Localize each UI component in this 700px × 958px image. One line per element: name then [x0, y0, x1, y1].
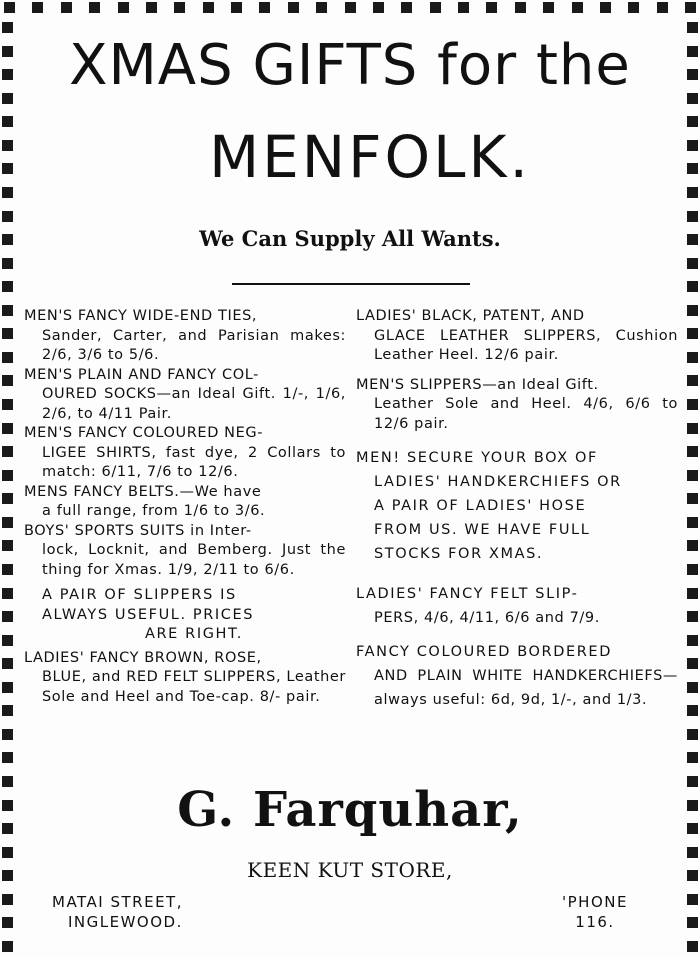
- item-text: a full range, from 1/6 to 3/6.: [42, 503, 266, 519]
- list-item: [24, 307, 346, 366]
- phone: [520, 892, 670, 932]
- list-item: [24, 483, 346, 522]
- notice-line: FROM US. WE HAVE FULL: [374, 522, 591, 538]
- item-text: OURED SOCKS—an Ideal Gift. 1/-, 1/6, 2/6, to 4/11 Pair.: [42, 386, 346, 422]
- item-text: GLACE LEATHER SLIPPERS, Cushion Leather Heel. 12/6 pair.: [374, 327, 678, 363]
- item-lead: MEN'S PLAIN AND FANCY COL-: [24, 366, 259, 383]
- merchant-name: G. Farquhar,: [177, 782, 523, 838]
- notice-block: [24, 586, 346, 645]
- item-text: PERS, 4/6, 4/11, 6/6 and 7/9.: [374, 610, 600, 626]
- list-item: [24, 366, 346, 425]
- address-line: INGLEWOOD.: [68, 913, 183, 931]
- item-text: Leather Sole and Heel. 4/6, 6/6 to 12/6 pair.: [374, 396, 678, 432]
- store-name: KEEN KUT STORE,: [247, 858, 453, 882]
- headline-line-2: MENFOLK.: [209, 123, 531, 191]
- address: [52, 892, 272, 932]
- list-item: [24, 424, 346, 483]
- right-column: [356, 307, 678, 712]
- item-lead: BOYS' SPORTS SUITS in Inter-: [24, 522, 252, 539]
- notice-line: ARE RIGHT.: [144, 626, 243, 642]
- headline-line-1: XMAS GIFTS for the: [69, 33, 631, 98]
- item-lead: FANCY COLOURED BORDERED: [356, 644, 612, 660]
- list-item: [356, 582, 678, 630]
- notice-line: A PAIR OF LADIES' HOSE: [374, 498, 587, 514]
- item-lead: LADIES' FANCY BROWN, ROSE,: [24, 649, 262, 666]
- left-column: [24, 307, 346, 707]
- item-lead: MEN'S FANCY WIDE-END TIES,: [24, 308, 258, 324]
- notice-line: MEN! SECURE YOUR BOX OF: [356, 450, 598, 466]
- notice-line: STOCKS FOR XMAS.: [374, 546, 544, 562]
- border-top: [0, 2, 700, 18]
- tagline: We Can Supply All Wants.: [199, 226, 501, 251]
- list-item: [356, 307, 678, 366]
- item-lead: MENS FANCY BELTS.—We have: [24, 483, 262, 500]
- notice-line: A PAIR OF SLIPPERS IS: [42, 587, 237, 603]
- item-lead: LADIES' FANCY FELT SLIP-: [356, 586, 579, 602]
- item-text: BLUE, and RED FELT SLIPPERS, Leather Sole and Heel and Toe-cap. 8/- pair.: [42, 669, 346, 705]
- item-text: LIGEE SHIRTS, fast dye, 2 Collars to match: 6/11, 7/6 to 12/6.: [42, 444, 346, 480]
- item-lead: MEN'S FANCY COLOURED NEG-: [24, 425, 264, 441]
- phone-number: 116.: [575, 913, 615, 931]
- notice-line: ALWAYS USEFUL. PRICES: [42, 606, 255, 623]
- list-item: [24, 649, 346, 708]
- item-lead: MEN'S SLIPPERS—an Ideal Gift.: [356, 376, 599, 393]
- divider-rule: [232, 283, 470, 285]
- item-text: lock, Locknit, and Bemberg. Just the thing for Xmas. 1/9, 2/11 to 6/6.: [42, 542, 346, 578]
- item-text: Sander, Carter, and Parisian makes: 2/6, 3/6 to 5/6.: [42, 327, 346, 363]
- item-lead: LADIES' BLACK, PATENT, AND: [356, 308, 585, 324]
- list-item: [356, 376, 678, 435]
- phone-label: 'PHONE: [562, 893, 628, 911]
- list-item: [24, 522, 346, 581]
- address-line: MATAI STREET,: [52, 893, 183, 911]
- notice-line: LADIES' HANDKERCHIEFS OR: [374, 474, 622, 490]
- list-item: [356, 640, 678, 712]
- item-text: AND PLAIN WHITE HANDKERCHIEFS—always useful: 6d, 9d, 1/-, and 1/3.: [374, 668, 678, 708]
- notice-block: [356, 446, 678, 566]
